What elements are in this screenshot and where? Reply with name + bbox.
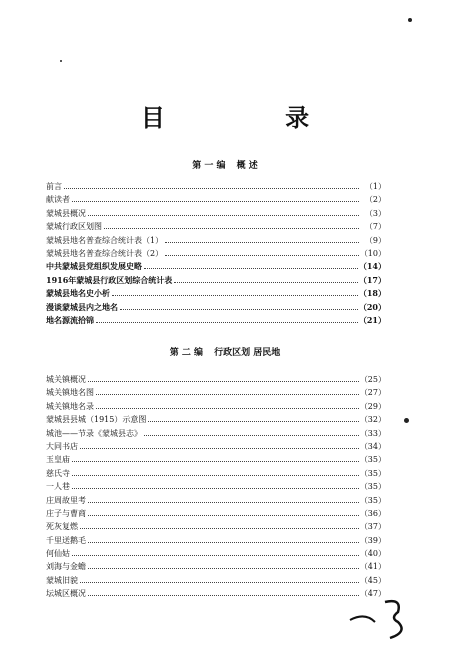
- entry-label: 刘海与金蟾: [46, 562, 86, 572]
- entry-label: 地名源流拾锦: [46, 314, 94, 325]
- section-1-label: 第 一 编: [192, 161, 226, 171]
- entry-page: （3）: [364, 208, 386, 218]
- entry-page: （7）: [364, 222, 386, 232]
- entry-label: 城关镇地名录: [46, 401, 94, 411]
- entry-label: 前言: [46, 182, 62, 191]
- entry-page: （40）: [359, 549, 386, 559]
- scan-speck: [404, 418, 409, 423]
- entry-page: （29）: [359, 401, 386, 411]
- leader-dots: [88, 588, 359, 596]
- entry-label: 坛城区概况: [46, 589, 86, 599]
- entry-page: （35）: [359, 482, 386, 492]
- entry-page: （21）: [358, 314, 386, 325]
- entry-label: 蒙城行政区划图: [46, 222, 102, 232]
- entry-page: （47）: [359, 589, 386, 599]
- leader-dots: [88, 208, 359, 216]
- entry-page: （17）: [358, 274, 386, 285]
- entry-page: （20）: [358, 301, 386, 312]
- leader-dots: [144, 428, 359, 436]
- toc-entry[interactable]: [46, 574, 386, 587]
- entry-page: （18）: [358, 288, 386, 299]
- entry-label: 慈氏寺: [46, 468, 70, 478]
- toc-entry[interactable]: [46, 193, 386, 206]
- entry-label: 蒙城县地名普查综合统计表（2）: [46, 248, 164, 258]
- toc-entry[interactable]: [46, 301, 386, 314]
- entry-page: （25）: [359, 375, 386, 384]
- entry-page: （35）: [359, 468, 386, 478]
- entry-page: （34）: [359, 441, 386, 451]
- toc-entry[interactable]: [46, 467, 386, 480]
- toc-entry[interactable]: [46, 247, 386, 260]
- entry-page: （27）: [359, 388, 386, 398]
- entry-label: 千里送鹅毛: [46, 535, 86, 545]
- entry-page: （9）: [364, 235, 386, 245]
- entry-label: 一人巷: [46, 482, 70, 492]
- toc-entry[interactable]: [46, 314, 386, 327]
- entry-label: 何仙姑: [46, 549, 70, 559]
- leader-dots: [120, 302, 358, 310]
- entry-label: 大同书店: [46, 441, 78, 451]
- scan-speck: [60, 60, 62, 62]
- leader-dots: [165, 248, 359, 256]
- entry-label: 蒙城县地名史小析: [46, 288, 110, 299]
- entry-page: （1）: [364, 182, 386, 191]
- toc-entry[interactable]: [46, 260, 386, 273]
- toc-entry[interactable]: [46, 234, 386, 247]
- toc-entry[interactable]: [46, 494, 386, 507]
- toc-entry[interactable]: [46, 287, 386, 300]
- leader-dots: [88, 561, 359, 569]
- entry-label: 庄子与曹商: [46, 508, 86, 518]
- toc-entry[interactable]: [46, 386, 386, 399]
- toc-entry[interactable]: [46, 547, 386, 560]
- leader-dots: [72, 454, 359, 462]
- entry-page: （41）: [359, 562, 386, 572]
- toc-entry[interactable]: [46, 220, 386, 233]
- entry-page: （37）: [359, 522, 386, 532]
- entry-label: 献读者: [46, 195, 70, 205]
- toc-entry[interactable]: [46, 413, 386, 426]
- entry-label: 死灰复燃: [46, 522, 78, 532]
- entry-label: 城关镇概况: [46, 375, 86, 384]
- leader-dots: [72, 468, 359, 476]
- toc-entry[interactable]: [46, 274, 386, 287]
- entry-label: 蒙城县地名普查综合统计表（1）: [46, 235, 164, 245]
- entry-label: 城池——节录《蒙城县志》: [46, 428, 142, 438]
- toc-entry[interactable]: [46, 440, 386, 453]
- entry-page: （2）: [364, 195, 386, 205]
- leader-dots: [88, 374, 359, 382]
- scan-speck: [408, 18, 412, 22]
- section-2-name: 行政区划 居民地: [214, 348, 281, 358]
- leader-dots: [112, 288, 358, 296]
- entry-label: 1916年蒙城县行政区划综合统计表: [46, 274, 173, 285]
- entry-label: 中共蒙城县党组织发展史略: [46, 261, 142, 272]
- leader-dots: [72, 194, 359, 202]
- entry-page: （35）: [359, 455, 386, 465]
- entry-page: （36）: [359, 508, 386, 518]
- entry-page: （39）: [359, 535, 386, 545]
- toc-entry[interactable]: [46, 587, 386, 600]
- leader-dots: [165, 235, 359, 243]
- entry-page: （10）: [359, 248, 386, 258]
- leader-dots: [96, 315, 358, 323]
- entry-label: 庄周故里考: [46, 495, 86, 505]
- entry-page: （32）: [359, 415, 386, 425]
- leader-dots: [104, 221, 359, 229]
- leader-dots: [64, 181, 359, 189]
- toc-entry[interactable]: [46, 507, 386, 520]
- page-title: 目 录: [140, 103, 366, 132]
- leader-dots: [88, 508, 359, 516]
- leader-dots: [148, 414, 358, 422]
- leader-dots: [88, 495, 359, 503]
- leader-dots: [80, 575, 359, 583]
- toc-entry[interactable]: [46, 207, 386, 220]
- leader-dots: [88, 535, 359, 543]
- entry-label: 蒙城旧貌: [46, 575, 78, 585]
- entry-page: （45）: [359, 575, 386, 585]
- toc-entry[interactable]: [46, 453, 386, 466]
- entry-label: 漫谈蒙城县内之地名: [46, 301, 118, 312]
- leader-dots: [80, 441, 359, 449]
- toc-entry[interactable]: [46, 520, 386, 533]
- toc-entry[interactable]: [46, 480, 386, 493]
- entry-label: 蒙城县概况: [46, 208, 86, 218]
- entry-label: 玉皇庙: [46, 455, 70, 465]
- leader-dots: [96, 387, 359, 395]
- handwritten-mark: [340, 590, 420, 645]
- toc-entry[interactable]: [46, 427, 386, 440]
- section-1-heading: [0, 158, 450, 171]
- section-1-name: 概 述: [236, 161, 258, 171]
- leader-dots: [174, 275, 358, 283]
- toc-section-1: [46, 180, 386, 327]
- leader-dots: [72, 548, 359, 556]
- leader-dots: [80, 521, 359, 529]
- entry-page: （14）: [358, 261, 386, 272]
- leader-dots: [144, 261, 358, 269]
- section-2-heading: [0, 345, 450, 358]
- toc-entry[interactable]: [46, 560, 386, 573]
- toc-entry[interactable]: [46, 180, 386, 193]
- entry-label: 蒙城县县城（1915）示意图: [46, 415, 147, 425]
- leader-dots: [96, 401, 359, 409]
- toc-section-2: [46, 373, 386, 601]
- leader-dots: [72, 481, 359, 489]
- entry-page: （35）: [359, 495, 386, 505]
- entry-label: 城关镇地名图: [46, 388, 94, 398]
- toc-entry[interactable]: [46, 373, 386, 386]
- toc-entry[interactable]: [46, 400, 386, 413]
- entry-page: （33）: [359, 428, 386, 438]
- section-2-label: 第 二 编: [169, 348, 203, 358]
- toc-entry[interactable]: [46, 534, 386, 547]
